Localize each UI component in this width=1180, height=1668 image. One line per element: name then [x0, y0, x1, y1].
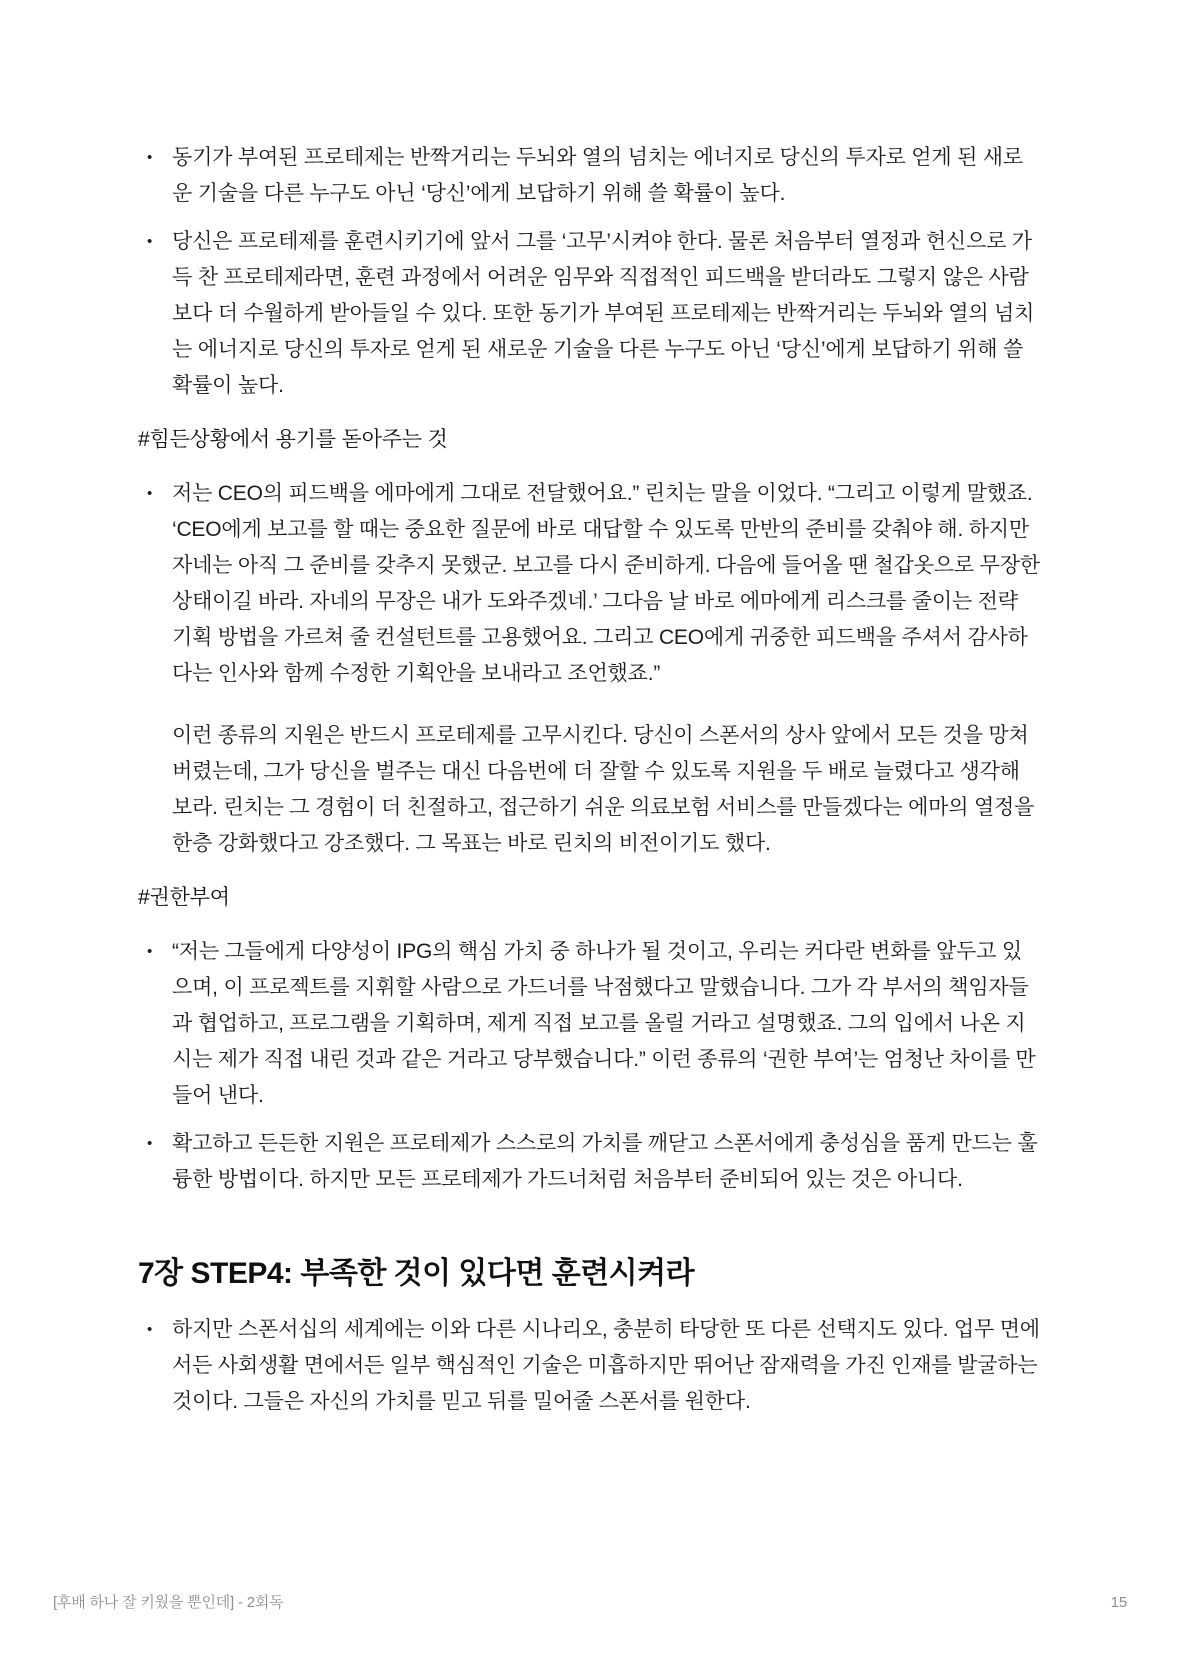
bullet-item [138, 224, 1042, 404]
bullet-item [138, 1312, 1042, 1420]
chapter-heading-step4: 7장 STEP4: 부족한 것이 있다면 훈련시켜라 [138, 1257, 695, 1290]
bullet-text-firm-support: 확고하고 든든한 지원은 프로테제가 스스로의 가치를 깨닫고 스폰서에게 충성심을 품게 만드는 훌륭한 방법이다. 하지만 모든 프로테제가 가드너처럼 처음부터 준비되어 있는 것은 아니다. [172, 1132, 1038, 1191]
bullet-icon: • [147, 1321, 153, 1338]
bullet-icon: • [147, 943, 153, 960]
bullet-item [138, 1126, 1042, 1198]
bullet-text-other-scenario: 하지만 스폰서십의 세계에는 이와 다른 시나리오, 충분히 타당한 또 다른 선택지도 있다. 업무 면에서든 사회생활 면에서든 일부 핵심적인 기술은 미흡하지만 뛰어난 잠재력을 가진 인재를 발굴하는 것이다. 그들은 자신의 가치를 믿고 뒤를 밀어줄 스폰서를 원한다. [172, 1318, 1040, 1413]
bullet-text-inspire-before-training: 당신은 프로테제를 훈련시키기에 앞서 그를 ‘고무’시켜야 한다. 물론 처음부터 열정과 헌신으로 가득 찬 프로테제라면, 훈련 과정에서 어려운 임무와 직접적인 피드백을 받더라도 그렇지 않은 사람보다 더 수월하게 받아들일 수 있다. 또한 동기가 부여된 프로테제는 반짝거리는 두뇌와 열의 넘치는 에너지로 당신의 투자로 얻게 된 새로운 기술을 다른 누구도 아닌 ‘당신’에게 보답하기 위해 쓸 확률이 높다. [172, 230, 1035, 397]
hashtag-heading-courage: #힘든상황에서 용기를 돋아주는 것 [138, 428, 448, 451]
bullet-text-motivated-protege: 동기가 부여된 프로테제는 반짝거리는 두뇌와 열의 넘치는 에너지로 당신의 투자로 얻게 된 새로운 기술을 다른 누구도 아닌 ‘당신’에게 보답하기 위해 쓸 확률이 높다. [172, 146, 1023, 205]
hashtag-heading-empowerment: #권한부여 [138, 886, 230, 909]
bullet-text-ipg-diversity-quote: “저는 그들에게 다양성이 IPG의 핵심 가치 중 하나가 될 것이고, 우리는 커다란 변화를 앞두고 있으며, 이 프로젝트를 지휘할 사람으로 가드너를 낙점했다고 말했습니다. 그가 각 부서의 책임자들과 협업하고, 프로그램을 기획하며, 제게 직접 보고를 올릴 거라고 설명했죠. 그의 입에서 나온 지시는 제가 직접 내린 것과 같은 거라고 당부했습니다.” 이런 종류의 ‘권한 부여’는 엄청난 차이를 만들어 낸다. [172, 940, 1036, 1107]
page-content [138, 140, 1042, 1432]
bullet-icon: • [147, 485, 153, 502]
paragraph-support-inspires: 이런 종류의 지원은 반드시 프로테제를 고무시킨다. 당신이 스폰서의 상사 앞에서 모든 것을 망쳐 버렸는데, 그가 당신을 벌주는 대신 다음번에 더 잘할 수 있도록 지원을 두 배로 늘렸다고 생각해 보라. 린치는 그 경험이 더 친절하고, 접근하기 쉬운 의료보험 서비스를 만들겠다는 에마의 열정을 한층 강화했다고 강조했다. 그 목표는 바로 린치의 비전이기도 했다. [172, 724, 1035, 855]
bullet-icon: • [147, 1135, 153, 1152]
footer-page-number: 15 [1110, 1594, 1127, 1611]
bullet-item [138, 934, 1042, 1114]
bullet-item [138, 140, 1042, 212]
bullet-item [138, 476, 1042, 692]
bullet-text-ceo-feedback-quote: 저는 CEO의 피드백을 에마에게 그대로 전달했어요.” 린치는 말을 이었다. “그리고 이렇게 말했죠. ‘CEO에게 보고를 할 때는 중요한 질문에 바로 대답할 수 있도록 만반의 준비를 갖춰야 해. 하지만 자네는 아직 그 준비를 갖추지 못했군. 보고를 다시 준비하게. 다음에 들어올 땐 철갑옷으로 무장한 상태이길 바라. 자네의 무장은 내가 도와주겠네.’ 그다음 날 바로 에마에게 리스크를 줄이는 전략 기획 방법을 가르쳐 줄 컨설턴트를 고용했어요. 그리고 CEO에게 귀중한 피드백을 주셔서 감사하다는 인사와 함께 수정한 기획안을 보내라고 조언했죠.” [172, 482, 1040, 685]
page-footer [53, 1591, 1127, 1612]
bullet-icon: • [147, 233, 153, 250]
footer-book-title: [후배 하나 잘 키웠을 뿐인데] - 2회독 [53, 1594, 284, 1611]
bullet-icon: • [147, 149, 153, 166]
